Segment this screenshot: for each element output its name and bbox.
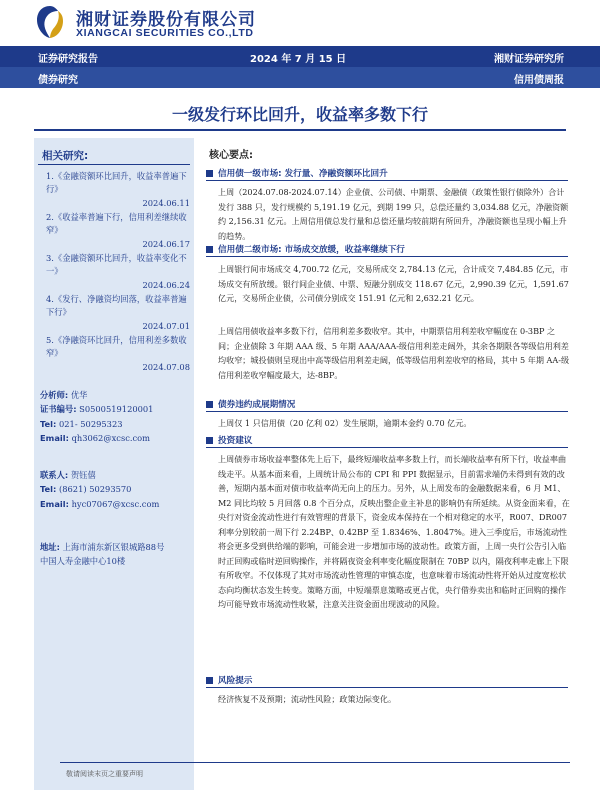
contact-email[interactable]: hyc07067@xcsc.com: [71, 498, 160, 509]
section-paragraph: 上周仅 1 只信用债（20 亿利 02）发生展期，逾期本金约 0.70 亿元。: [218, 418, 472, 428]
research-category: 债券研究: [38, 75, 78, 86]
key-points-heading: 核心要点:: [209, 150, 253, 161]
contact-block: [40, 468, 194, 511]
related-item-title: 4.《发行、净融资均回落，收益率普遍下行》: [46, 294, 187, 318]
related-item-date: 2024.06.11: [142, 197, 190, 208]
section-paragraph: 上周银行间市场成交 4,700.72 亿元，交易所成交 2,784.13 亿元，合计成交 7,484.85 亿元，市场成交有所放缓。银行间企业债、中票、短融分别成交 118.67 亿元，2,990.39 亿元，1,591.67 亿元，交易所企业债，公司债分别成交 151.91 亿元和 2,632.21 亿元。: [218, 264, 569, 303]
related-item[interactable]: [46, 252, 194, 292]
section-heading: 风险提示: [206, 674, 568, 688]
section-paragraph: 上周债券市场收益率整体先上后下，最终短端收益率多数上行，而长端收益率有所下行，收益率曲线走平。从基本面来看，上周统计局公布的 CPI 和 PPI 数据显示，目前需求端仍未得到有效的改善，短期内基本面对债市收益率尚无向上的压力。另外，从上周发布的金融数据来看，6 月 M1、M2 同比均较 5 月回落 0.8 个百分点，反映出整企业主补息的影响仍有所延续。从资金面来看，在央行对资金流动性进行有效管理的背景下，资金成本保持在一个相对稳定的水平，R007、DR007 利率分别较前一周下行 2.24BP、0.42BP 至 1.8346%、1.8047%。进入三季度后，市场流动性将会更多受到供给端的影响，可能会进一步增加市场的波动性。政策方面，上周一央行公告引入临时正回购或临时逆回购操作，并将隔夜资金利率变化幅度限制在 70BP 以内，隔夜利率走廊上下限有所收窄。不仅体现了其对市场流动性管理的审慎态度，也意味着市场流动性将开始从过度宽松状态向均衡状态发生转变。策略方面，中短端票息策略或更占优，央行借券卖出和临时正回购的操作均可能导致市场流动性收紧，注意关注资金面出现波动的风险。: [218, 454, 570, 609]
related-item[interactable]: [46, 211, 194, 251]
bullet-square-icon: [206, 170, 213, 177]
tel-label: Tel:: [40, 418, 57, 429]
analyst-tel: 021- 50295323: [59, 418, 123, 429]
company-name-cn: 湘财证券股份有限公司: [76, 10, 256, 30]
bullet-square-icon: [206, 401, 213, 408]
analyst-name: 优华: [70, 390, 88, 400]
header-bar-top: [0, 46, 600, 67]
email-label: Email:: [40, 432, 69, 443]
related-item-date: 2024.07.01: [142, 320, 190, 331]
address-line: 中国人寿金融中心10楼: [40, 556, 126, 567]
cert-number: S0500519120001: [79, 404, 154, 415]
related-item[interactable]: [46, 170, 194, 210]
address-label: 地址:: [40, 542, 60, 552]
tel-label: Tel:: [40, 484, 57, 495]
report-date: 2024 年 7 月 15 日: [250, 54, 347, 65]
bullet-square-icon: [206, 437, 213, 444]
sidebar-divider: [38, 164, 190, 165]
contact-label: 联系人:: [40, 470, 69, 480]
related-item[interactable]: [46, 293, 194, 333]
analyst-email[interactable]: qh3062@xcsc.com: [71, 432, 151, 443]
footer-divider: [60, 762, 570, 763]
bullet-square-icon: [206, 677, 213, 684]
analyst-label: 分析师:: [40, 390, 69, 400]
report-series: 信用债周报: [514, 75, 564, 86]
title-divider: [34, 129, 566, 131]
bullet-square-icon: [206, 246, 213, 253]
research-institute: 湘财证券研究所: [494, 54, 564, 65]
section-heading: 信用债二级市场: 市场成交放缓，收益率继续下行: [206, 243, 568, 257]
section-heading: 投资建议: [206, 434, 568, 448]
address-block: [40, 540, 194, 569]
analyst-block: [40, 388, 194, 445]
contact-tel: (8621) 50293570: [59, 484, 132, 495]
contact-name: 贺钰僖: [70, 470, 96, 480]
related-item-title: 2.《收益率普遍下行，信用利差继续收窄》: [46, 212, 187, 236]
section-paragraph: 经济恢复不及预期；流动性风险；政策边际变化。: [218, 694, 397, 704]
related-item-title: 1.《金融资额环比回升，收益率普遍下行》: [46, 171, 187, 195]
footer-disclaimer[interactable]: 敬请阅读末页之重要声明: [66, 770, 143, 778]
company-logo: [34, 4, 274, 44]
related-item-title: 5.《净融资环比回升，信用利差多数收窄》: [46, 335, 187, 359]
cert-label: 证书编号:: [40, 404, 77, 415]
section-heading: 信用债一级市场: 发行量、净融资额环比回升: [206, 167, 568, 181]
related-research-heading: 相关研究:: [42, 150, 89, 162]
report-type: 证券研究报告: [38, 54, 98, 65]
related-item-date: 2024.06.17: [142, 238, 190, 249]
related-item[interactable]: [46, 334, 194, 374]
address-line: 上海市浦东新区银城路88号: [62, 542, 165, 552]
company-name-en: XIANGCAI SECURITIES CO.,LTD: [76, 27, 254, 39]
email-label: Email:: [40, 498, 69, 509]
section-paragraph: 上周信用债收益率多数下行，信用利差多数收窄。其中，中期票信用利差收窄幅度在 0-3BP 之间；企业债除 3 年期 AAA 级、5 年期 AAA/AAA-级信用利差走阔外，其余各期限各等级信用利差均收窄；城投债则呈现出中高等级信用利差走阔，低等级信用利差收窄的格局，其中 5 年期 AA-级信用利差收窄幅度最大，达-8BP。: [218, 326, 570, 380]
section-heading: 债券违约成展期情况: [206, 398, 568, 412]
page-title: 一级发行环比回升，收益率多数下行: [171, 105, 428, 124]
xiangcai-logo-icon: [34, 4, 66, 40]
section-paragraph: 上周（2024.07.08-2024.07.14）企业债、公司债、中期票、金融债（政策性银行债除外）合计发行 388 只，发行规模约 5,191.19 亿元，到期 199 只，总偿还量约 3,034.88 亿元，净融资额约 2,156.31 亿元。上周信用债总发行量和总偿还量均较前期有所回升，净融资额也呈现小幅上升的趋势。: [218, 187, 569, 241]
header-bar-bottom: [0, 67, 600, 88]
related-item-title: 3.《金融资额环比回升，收益率变化不一》: [46, 253, 187, 277]
related-item-date: 2024.07.08: [142, 361, 190, 372]
related-item-date: 2024.06.24: [142, 279, 190, 290]
